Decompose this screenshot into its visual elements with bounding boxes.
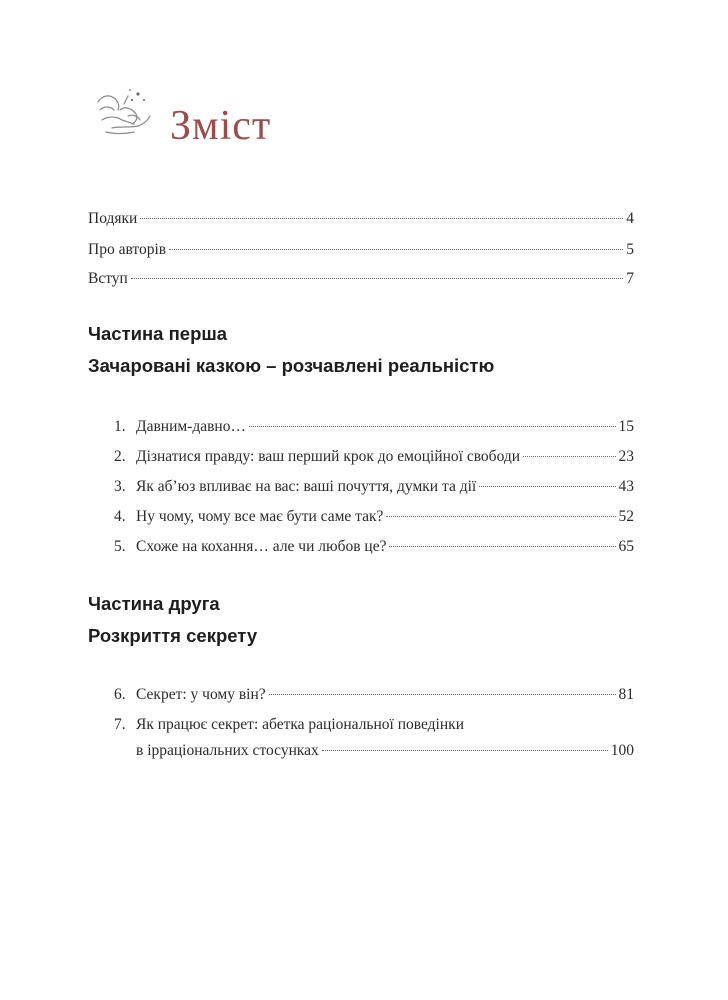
chapter-number: 5. (114, 538, 126, 555)
toc-entry-page: 4 (626, 210, 634, 227)
toc-entry-about-authors[interactable] (88, 239, 634, 261)
part-two-subtitle: Розкриття секрету (88, 625, 258, 646)
chapter-page: 52 (618, 508, 634, 525)
toc-chapter-5[interactable] (114, 536, 634, 558)
leader-dots (479, 486, 615, 487)
leader-dots (386, 516, 615, 517)
chapter-page: 43 (618, 478, 634, 495)
toc-header (94, 86, 394, 156)
leader-dots (523, 456, 615, 457)
toc-entry-label: Про авторів (88, 241, 167, 258)
chapter-label-continued: в ірраціональних стосунках (136, 742, 319, 759)
leader-dots (389, 546, 615, 547)
leader-dots (322, 750, 608, 751)
toc-chapter-4[interactable] (114, 506, 634, 528)
leader-dots (169, 249, 623, 250)
toc-entry-label: Вступ (88, 270, 128, 287)
toc-chapter-3[interactable] (114, 476, 634, 498)
leader-dots (269, 694, 616, 695)
chapter-label: Дізнатися правду: ваш перший крок до емоційної свободи (136, 448, 521, 465)
leader-dots (131, 278, 623, 279)
chapter-page: 100 (610, 742, 634, 759)
part-one-subtitle: Зачаровані казкою – розчавлені реальністю (88, 355, 495, 376)
chapter-number: 3. (114, 478, 126, 495)
chapter-page: 65 (618, 538, 634, 555)
chapter-label: Секрет: у чому він? (136, 686, 266, 703)
chapter-number: 6. (114, 686, 126, 703)
chapter-number: 4. (114, 508, 126, 525)
chapter-page: 81 (618, 686, 634, 703)
chapter-label: Ну чому, чому все має бути саме так? (136, 508, 384, 525)
page-title: Зміст (170, 103, 272, 149)
toc-chapter-7-line1[interactable] (114, 714, 464, 736)
chapter-number: 1. (114, 418, 126, 435)
part-one-heading: Частина перша (88, 323, 228, 344)
part-two-heading: Частина друга (88, 593, 220, 614)
chapter-page: 23 (618, 448, 634, 465)
hand-sparkles-icon (94, 86, 156, 148)
toc-entry-page: 5 (626, 241, 634, 258)
chapter-page: 15 (618, 418, 634, 435)
chapter-label: Як працює секрет: абетка раціональної поведінки (136, 716, 464, 733)
toc-chapter-1[interactable] (114, 416, 634, 438)
toc-entry-label: Подяки (88, 210, 138, 227)
toc-entry-acknowledgements[interactable] (88, 208, 634, 230)
leader-dots (249, 426, 616, 427)
toc-entry-introduction[interactable] (88, 268, 634, 290)
toc-entry-page: 7 (626, 270, 634, 287)
chapter-label: Схоже на кохання… але чи любов це? (136, 538, 387, 555)
chapter-label: Як аб’юз впливає на вас: ваші почуття, думки та дії (136, 478, 477, 495)
leader-dots (140, 218, 623, 219)
toc-chapter-6[interactable] (114, 684, 634, 706)
toc-chapter-2[interactable] (114, 446, 634, 468)
chapter-number: 7. (114, 716, 126, 733)
toc-chapter-7-line2[interactable] (136, 740, 634, 762)
chapter-number: 2. (114, 448, 126, 465)
chapter-label: Давним-давно… (136, 418, 246, 435)
